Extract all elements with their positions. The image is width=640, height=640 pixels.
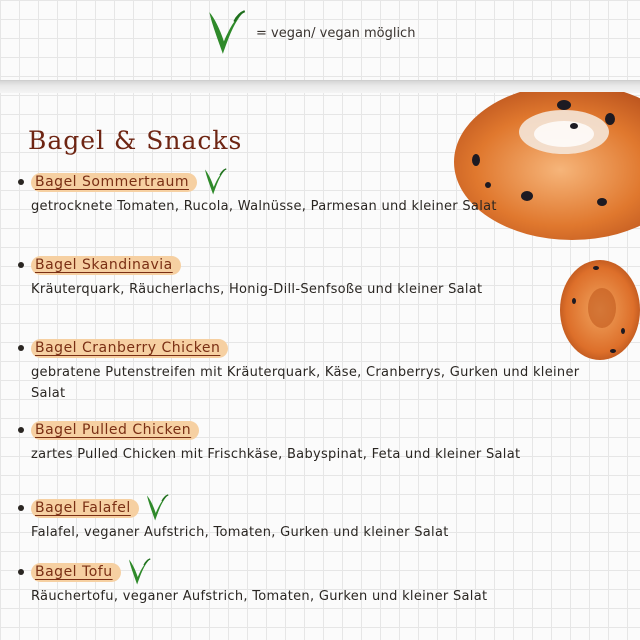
item-title: Bagel Cranberry Chicken (31, 339, 228, 358)
item-description: gebratene Putenstreifen mit Kräuterquark, Käse, Cranberrys, Gurken und kleiner Salat (31, 365, 580, 401)
vegan-legend (204, 8, 415, 58)
bullet (18, 505, 24, 511)
vegan-v-icon (204, 8, 248, 58)
menu-item (18, 558, 638, 607)
bagel-illustration-large (452, 92, 640, 242)
vegan-v-icon (123, 557, 155, 587)
item-title: Bagel Sommertraum (31, 173, 197, 192)
vegan-v-icon (141, 493, 173, 523)
vegan-v-icon (199, 167, 231, 197)
menu-item (18, 251, 638, 300)
item-title: Bagel Skandinavia (31, 256, 181, 275)
menu-item (18, 334, 638, 404)
bullet (18, 427, 24, 433)
item-description: getrocknete Tomaten, Rucola, Walnüsse, Parmesan und kleiner Salat (31, 199, 497, 214)
item-description: Kräuterquark, Räucherlachs, Honig-Dill-Senfsoße und kleiner Salat (31, 282, 483, 297)
item-description: Falafel, veganer Aufstrich, Tomaten, Gurken und kleiner Salat (31, 525, 449, 540)
item-title: Bagel Tofu (31, 563, 121, 582)
item-description: Räuchertofu, veganer Aufstrich, Tomaten, Gurken und kleiner Salat (31, 589, 488, 604)
bullet (18, 179, 24, 185)
legend-text: = vegan/ vegan möglich (256, 25, 416, 41)
menu-item (18, 168, 638, 217)
menu-item (18, 416, 638, 465)
menu-item (18, 494, 638, 543)
section-heading: Bagel & Snacks (28, 126, 243, 155)
bullet (18, 569, 24, 575)
item-description: zartes Pulled Chicken mit Frischkäse, Babyspinat, Feta und kleiner Salat (31, 447, 521, 462)
bullet (18, 345, 24, 351)
bullet (18, 262, 24, 268)
item-title: Bagel Pulled Chicken (31, 421, 199, 440)
item-title: Bagel Falafel (31, 499, 139, 518)
